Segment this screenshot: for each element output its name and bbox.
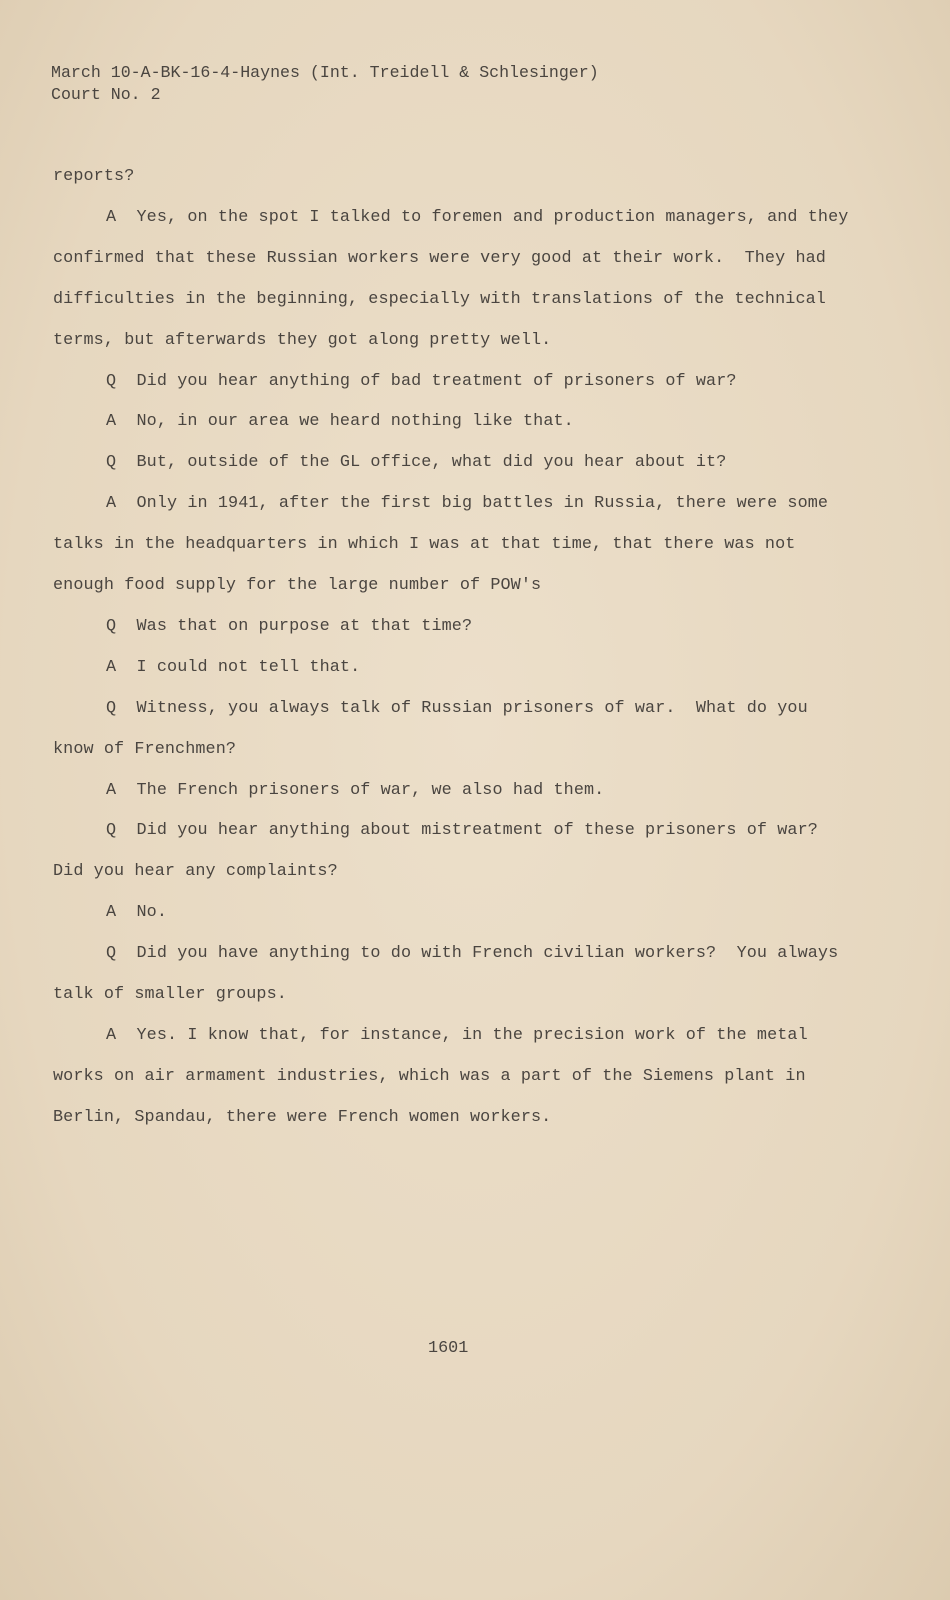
transcript-line: A Yes, on the spot I talked to foremen and production managers, and they [106,207,849,227]
transcript-line: know of Frenchmen? [53,739,237,759]
transcript-line: Q But, outside of the GL office, what did you hear about it? [106,453,727,473]
transcript-line: Berlin, Spandau, there were French women workers. [53,1107,552,1127]
transcript-line: Q Was that on purpose at that time? [106,616,473,636]
transcript-line: A No, in our area we heard nothing like that. [106,412,574,432]
transcript-line: terms, but afterwards they got along pretty well. [53,330,552,350]
transcript-line: Did you hear any complaints? [53,862,338,882]
transcript-line: talk of smaller groups. [53,985,287,1004]
header-court-line: Court No. 2 [51,85,161,104]
page-number: 1601 [428,1339,469,1358]
transcript-line: difficulties in the beginning, especially with translations of the technical [53,289,826,309]
transcript-line: confirmed that these Russian workers were very good at their work. They had [53,248,826,268]
transcript-line: Q Did you have anything to do with French civilian workers? You always [106,944,839,964]
transcript-line: Q Did you hear anything of bad treatment of prisoners of war? [106,371,737,391]
transcript-line: reports? [53,167,135,186]
transcript-line: works on air armament industries, which was a part of the Siemens plant in [53,1066,806,1086]
header-case-line: March 10-A-BK-16-4-Haynes (Int. Treidell & Schlesinger) [51,63,599,82]
transcript-line: A Yes. I know that, for instance, in the precision work of the metal [106,1025,808,1045]
transcript-line: A The French prisoners of war, we also had them. [106,780,605,800]
transcript-line: enough food supply for the large number of POW's [53,576,542,595]
transcript-line: Q Did you hear anything about mistreatment of these prisoners of war? [106,821,818,841]
transcript-line: Q Witness, you always talk of Russian prisoners of war. What do you [106,698,808,718]
transcript-line: A I could not tell that. [106,657,361,677]
transcript-line: A Only in 1941, after the first big battles in Russia, there were some [106,494,829,514]
transcript-line: talks in the headquarters in which I was at that time, that there was not [53,535,796,555]
transcript-line: A No. [106,903,168,923]
